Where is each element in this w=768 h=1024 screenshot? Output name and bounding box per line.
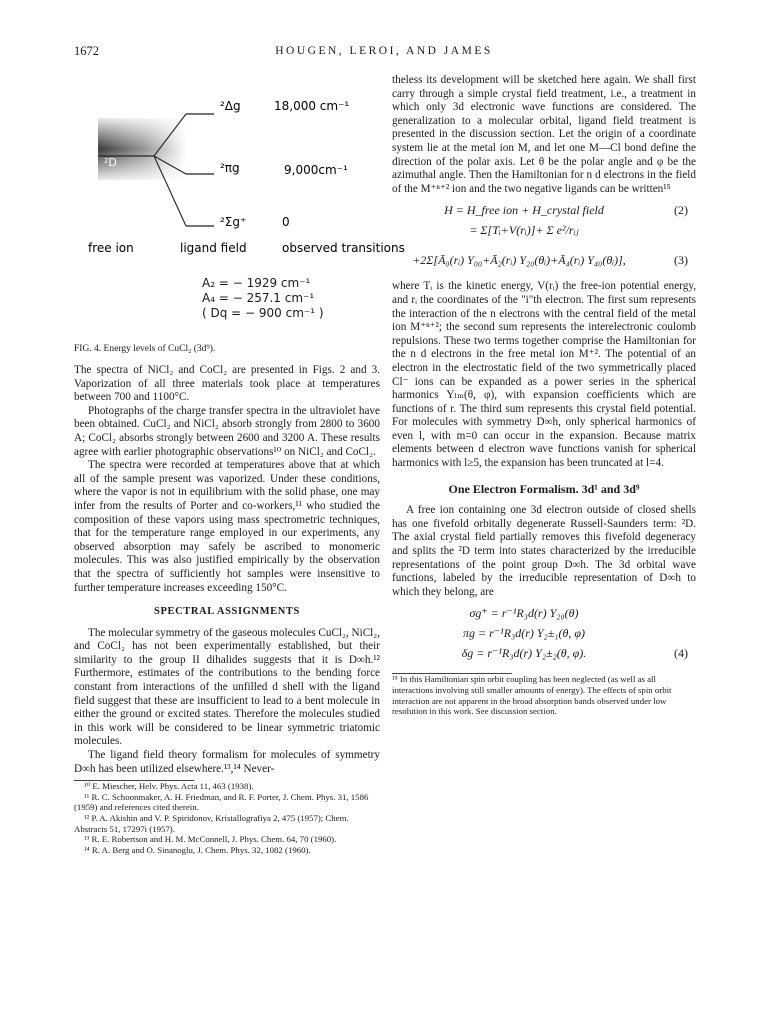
right-paragraph-2: where Tᵢ is the kinetic energy, V(rᵢ) the free-ion potential energy, and rᵢ the coordinates of the "i"th electron. The first sum represents the interaction of the n electrons with the central field of the metal ion M⁺ⁿ⁺²; the second sum represents the interelectronic coulomb repulsions. These two terms together comprise the Hamiltonian for the n d electrons in the free metal ion M⁺². The potential of an electron in the electrostatic field of the two symmetrically placed Cl⁻ ions can be expanded as a power series in the spherical harmonics Yₗₘ(θ, φ), with expansion coefficients which are functions of r. The third sum represents this crystal field potential. For molecules with symmetry D∞h, only spherical harmonics of even l, with m=0 can occur in the expansion. Because matrix elements between d electron wave functions vanish for spherical harmonics with l≥5, the expansion has been truncated at l=4. — [392, 280, 696, 470]
param-a4: A₄ = − 257.1 cm⁻¹ — [202, 291, 315, 305]
section-heading: SPECTRAL ASSIGNMENTS — [154, 606, 300, 618]
label-free-ion: free ion — [88, 241, 134, 255]
right-paragraph-1: theless its development will be sketched here again. We shall first carry through a simple crystal field treatment, i.e., a treatment in which only 3d electronic wave functions are considered. The generalization to a molecular orbital, ligand field treatment is presented in the discussion section. Let the origin of a coordinate system lie at the metal ion M, and let one M—Cl bond define the direction of the polar axis. Let θ be the polar angle and φ be the azimuthal angle. Then the Hamiltonian for n d electrons in the field of the M⁺ⁿ⁺² ion and the two negative ligands can be written¹⁵ — [392, 74, 696, 195]
energy-level-figure — [74, 86, 405, 354]
page-number: 1672 — [74, 44, 99, 58]
equation-4c — [392, 647, 696, 667]
subsection-heading: One Electron Formalism. 3d¹ and 3d⁹ — [448, 481, 640, 496]
equation-4b-body: πg = r⁻¹R₃d(r) Y₂±₁(θ, φ) — [462, 626, 585, 641]
equation-4c-body: δg = r⁻¹R₃d(r) Y₂±₂(θ, φ). — [461, 646, 587, 661]
equation-3-body: +2Σ[Ā₀(rᵢ) Y₀₀+Ā₂(rᵢ) Y₂₀(θᵢ)+Ā₄(rᵢ) Y₄₀(θᵢ)], — [412, 253, 626, 268]
equation-2-number: (2) — [674, 203, 688, 218]
equation-4a — [392, 607, 696, 627]
left-paragraph-5: The ligand field theory formalism for molecules of symmetry D∞h has been utilized elsewhere.¹³,¹⁴ Never- — [74, 749, 380, 775]
footnote-10: ¹⁰ E. Miescher, Helv. Phys. Acta 11, 463 (1938). — [84, 781, 254, 792]
label-ligand-field: ligand field — [180, 241, 247, 255]
energy-level-diagram — [74, 86, 405, 276]
footnotes — [74, 781, 380, 855]
equation-4b — [392, 627, 696, 647]
footnote-13: ¹³ R. E. Robertson and H. M. McConnell, J. Phys. Chem. 64, 70 (1960). — [84, 834, 337, 845]
left-paragraph-1: The spectra of NiCl₂ and CoCl₂ are presented in Figs. 2 and 3. Vaporization of all three materials took place at temperatures between 700 and 1100°C. — [74, 364, 380, 404]
equation-3-number: (3) — [674, 253, 688, 268]
running-head: HOUGEN, LEROI, AND JAMES — [275, 45, 493, 57]
footnote-14: ¹⁴ R. A. Berg and O. Sinanoglu, J. Chem. Phys. 32, 1082 (1960). — [84, 844, 311, 855]
left-column — [74, 364, 380, 855]
page-header — [74, 44, 694, 62]
param-dq: ( Dq = − 900 cm⁻¹ ) — [202, 306, 324, 320]
equation-4a-body: σg⁺ = r⁻¹R₃d(r) Y₂₀(θ) — [469, 606, 579, 621]
ligand-field-parameters — [202, 276, 324, 321]
energy-sigma-g: 0 — [282, 215, 290, 229]
left-paragraph-3: The spectra were recorded at temperatures above that at which all of the sample present was vaporized. Under these conditions, where the vapor is not in equilibrium with the solid phase, one may infer from the results of Porter and co-workers,¹¹ who studied the composition of these vapors using mass spectrometric techniques, that for the temperature range employed in our experiments, any observed absorption may safely be ascribed to monomeric molecules. This was also justified empirically by the observation that the spectra of sufficiently hot samples were insensitive to further temperature increases exceeding 150°C. — [74, 459, 380, 594]
energy-pi-g: 9,000cm⁻¹ — [284, 163, 348, 177]
term-pi-g: ²πg — [220, 161, 240, 175]
right-column — [392, 74, 696, 717]
equation-2 — [392, 204, 696, 224]
footnote-15: ¹⁵ In this Hamiltonian spin orbit coupling has been neglected (as well as all interactions involving still smaller amounts of energy). The effects of spin orbit interaction are not apparent in the broad absorption bands observed under low resolution in this work. See discussion section. — [392, 674, 672, 717]
term-delta-g: ²Δg — [220, 99, 241, 113]
figure-caption: FIG. 4. Energy levels of CuCl₂ (3d⁹). — [74, 344, 216, 354]
param-a2: A₂ = − 1929 cm⁻¹ — [202, 276, 311, 290]
right-paragraph-3: A free ion containing one 3d electron outside of closed shells has one fivefold orbitally degenerate Russell-Saunders term: ²D. The axial crystal field partially removes this fivefold degeneracy and splits the ²D term into states characterized by the irreducible representations of the point group D∞h. The 3d orbital wave functions, labeled by the irreducible representation of D∞h to which they belong, are — [392, 504, 696, 598]
footnote-11: ¹¹ R. C. Schoonmaker, A. H. Friedman, and R. F. Porter, J. Chem. Phys. 31, 1586 (1959) and references cited therein. — [74, 791, 369, 813]
footnote-12: ¹² P. A. Akishin and V. P. Spiridonov, Kristallografiya 2, 475 (1957); Chem. Abstracts 51, 17297i (1957). — [74, 813, 349, 834]
ion-term-label: ²D — [104, 156, 117, 169]
equation-2-continued — [392, 224, 696, 254]
equation-2-line-1: H = H_free ion + H_crystal field — [444, 203, 604, 218]
equation-4-number: (4) — [674, 646, 688, 661]
term-sigma-g: ²Σg⁺ — [220, 215, 247, 229]
left-paragraph-2: Photographs of the charge transfer spectra in the ultraviolet have been obtained. CuCl₂ and NiCl₂ absorb strongly from 2800 to 3600 A; CoCl₂ absorbs strongly between 2600 and 3200 A. These results agree with earlier photographic observations¹⁰ on NiCl₂ and CoCl₂. — [74, 404, 380, 458]
label-observed-transitions: observed transitions — [282, 241, 405, 255]
equation-3 — [392, 254, 696, 280]
energy-delta-g: 18,000 cm⁻¹ — [274, 99, 350, 113]
equation-2-line-2: = Σ[Tᵢ+V(rᵢ)]+ Σ e²/rᵢⱼ — [469, 223, 579, 238]
left-paragraph-4: The molecular symmetry of the gaseous molecules CuCl₂, NiCl₂, and CoCl₂ has not been experimentally established, but their similarity to the group II dihalides suggests that it is D∞h.¹² Furthermore, estimates of the contributions to the bending force constant from interactions of the unfilled d shell with the ligand field suggest that these are insufficient to lead to a bent molecule in either the ground or excited states. Therefore the molecules studied in this work will be considered to be linear symmetric triatomic molecules. — [74, 626, 380, 748]
